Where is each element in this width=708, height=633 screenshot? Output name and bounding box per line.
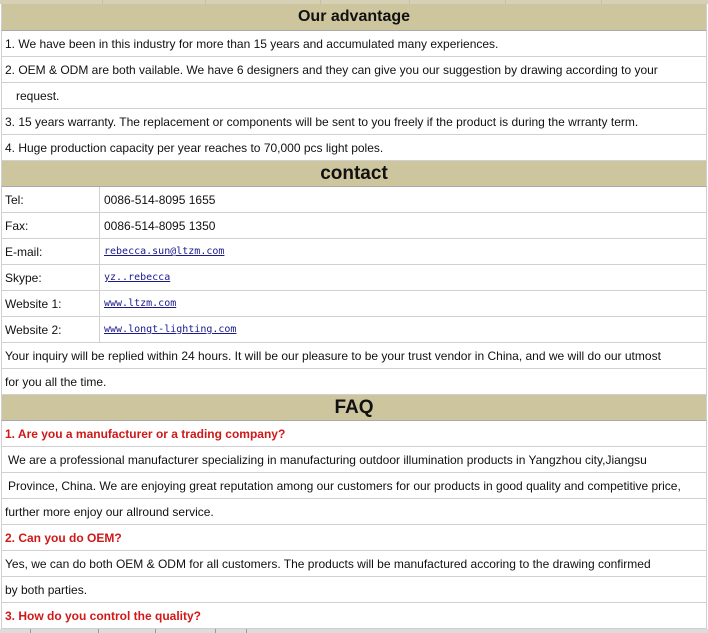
faq-answer	[1, 447, 707, 473]
contact-label: E-mail:	[2, 239, 100, 264]
skype-link[interactable]: yz..rebecca	[104, 272, 171, 283]
faq-question	[1, 421, 707, 447]
contact-header	[1, 161, 707, 187]
bottom-strip	[0, 629, 708, 633]
faq-question-text: 1. Are you a manufacturer or a trading company?	[5, 426, 286, 441]
contact-row-website-1	[1, 291, 707, 317]
faq-answer-text: Province, China. We are enjoying great reputation among our customers for our products in good quality and competitive price,	[8, 478, 681, 493]
contact-row-website-2	[1, 317, 707, 343]
faq-question-text: 3. How do you control the quality?	[5, 608, 202, 623]
contact-label: Skype:	[2, 265, 100, 290]
advantage-item	[1, 31, 707, 57]
faq-answer	[1, 577, 707, 603]
faq-answer-text: Yes, we can do both OEM & ODM for all customers. The products will be manufactured accoring to the drawing confirmed	[5, 556, 651, 571]
advantage-title: Our advantage	[297, 8, 411, 25]
contact-label: Fax:	[2, 213, 100, 238]
contact-note	[1, 369, 707, 395]
faq-answer	[1, 473, 707, 499]
faq-answer	[1, 551, 707, 577]
advantage-item	[1, 135, 707, 161]
faq-question	[1, 525, 707, 551]
contact-value: 0086-514-8095 1655	[104, 192, 216, 207]
advantage-text: 4. Huge production capacity per year reaches to 70,000 pcs light poles.	[5, 140, 384, 155]
email-link[interactable]: rebecca.sun@ltzm.com	[104, 246, 225, 257]
contact-row-fax	[1, 213, 707, 239]
contact-note	[1, 343, 707, 369]
contact-label: Website 1:	[2, 291, 100, 316]
faq-answer-text: by both parties.	[5, 582, 88, 597]
contact-label: Website 2:	[2, 317, 100, 342]
advantage-text: request.	[16, 88, 60, 103]
advantage-text: 3. 15 years warranty. The replacement or components will be sent to you freely if the product is during the wrranty term.	[5, 114, 639, 129]
faq-header	[1, 395, 707, 421]
sheet	[1, 4, 707, 629]
contact-row-tel	[1, 187, 707, 213]
faq-answer-text: further more enjoy our allround service.	[5, 504, 214, 519]
contact-title: contact	[320, 162, 388, 184]
contact-label: Tel:	[2, 187, 100, 212]
advantage-item	[1, 83, 707, 109]
faq-question-text: 2. Can you do OEM?	[5, 530, 122, 545]
contact-row-skype	[1, 265, 707, 291]
contact-row-email	[1, 239, 707, 265]
advantage-header	[1, 4, 707, 31]
faq-answer	[1, 499, 707, 525]
contact-note-text: for you all the time.	[5, 374, 107, 389]
faq-answer-text: We are a professional manufacturer specializing in manufacturing outdoor illumination products in Yangzhou city,Jiangsu	[8, 452, 647, 467]
faq-question	[1, 603, 707, 629]
website-1-link[interactable]: www.ltzm.com	[104, 298, 177, 309]
contact-value: 0086-514-8095 1350	[104, 218, 216, 233]
advantage-text: 1. We have been in this industry for more than 15 years and accumulated many experiences.	[5, 36, 499, 51]
advantage-item	[1, 57, 707, 83]
advantage-text: 2. OEM & ODM are both vailable. We have 6 designers and they can give you our suggestion by drawing according to your	[5, 62, 658, 77]
website-2-link[interactable]: www.longt-lighting.com	[104, 324, 237, 335]
faq-title: FAQ	[334, 396, 374, 418]
advantage-item	[1, 109, 707, 135]
contact-note-text: Your inquiry will be replied within 24 hours. It will be our pleasure to be your trust vendor in China, and we will do our utmost	[5, 348, 661, 363]
